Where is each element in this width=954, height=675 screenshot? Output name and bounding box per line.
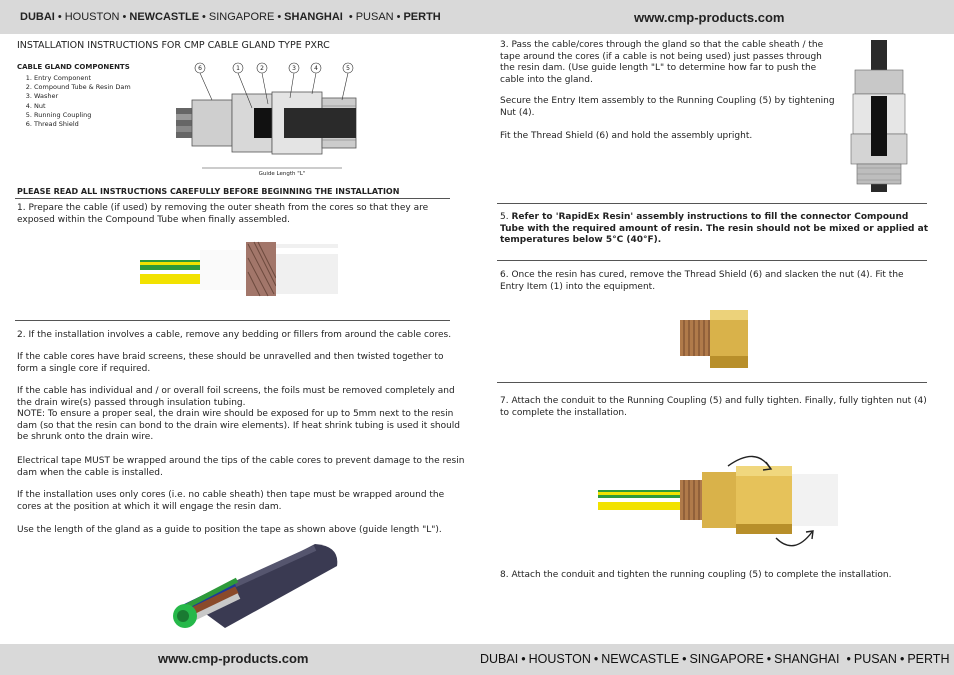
city-pusan: PUSAN	[355, 11, 394, 23]
component-item: 3. Washer	[34, 92, 168, 101]
brass-fitting-figure	[680, 306, 750, 372]
header-city-list: DUBAI • HOUSTON • NEWCASTLE • SINGAPORE • SHANGHAI • PUSAN • PERTH	[20, 11, 441, 23]
footer-city-list: DUBAI • HOUSTON • NEWCASTLE • SINGAPORE • SHANGHAI • PUSAN • PERTH	[480, 652, 950, 666]
component-item: 4. Nut	[34, 102, 168, 111]
secure-entry-text: Secure the Entry Item assembly to the Running Coupling (5) by tightening Nut (4).	[500, 96, 835, 118]
component-item: 2. Compound Tube & Resin Dam	[34, 83, 168, 92]
cores-only-text: If the installation uses only cores (i.e. no cable sheath) then tape must be wrapped around the cores at the position at which it will engage the resin dam.	[17, 490, 445, 512]
fit-thread-shield-text: Fit the Thread Shield (6) and hold the assembly upright.	[500, 131, 753, 141]
city-newcastle: NEWCASTLE	[129, 11, 200, 23]
step-1-text: 1. Prepare the cable (if used) by removing the outer sheath from the cores so that they are exposed within the Compound Tube when finally assembled.	[17, 203, 429, 225]
step-5-bold: Refer to 'RapidEx Resin' assembly instructions to fill the connector Compound Tube with the required amount of resin. The resin should not be mixed or applied at temperatures below 5°C (40°F).	[500, 212, 928, 245]
city-dubai: DUBAI	[20, 11, 55, 23]
read-all-warning: PLEASE READ ALL INSTRUCTIONS CAREFULLY BEFORE BEGINNING THE INSTALLATION	[17, 187, 400, 196]
footer-website-link[interactable]: www.cmp-products.com	[158, 651, 309, 666]
step-2-text: 2. If the installation involves a cable, remove any bedding or fillers from around the cable cores.	[17, 330, 452, 340]
city-shanghai: SHANGHAI	[284, 11, 343, 23]
city-singapore: SINGAPORE	[689, 652, 764, 666]
step-5-number: 5.	[500, 212, 512, 222]
divider	[497, 260, 927, 261]
city-singapore: SINGAPORE	[208, 11, 275, 23]
cable-prep-figure	[140, 238, 340, 300]
callout-3: 3	[292, 65, 296, 72]
callout-4: 4	[314, 65, 318, 72]
divider	[15, 320, 450, 321]
city-perth: PERTH	[907, 652, 950, 666]
callout-6: 6	[198, 65, 202, 72]
header-website-link[interactable]: www.cmp-products.com	[634, 10, 785, 25]
divider	[497, 382, 927, 383]
callout-2: 2	[260, 65, 264, 72]
step-3-text: 3. Pass the cable/cores through the gland so that the cable sheath / the tape around the cores (if a cable is not being used) just passes through the resin dam. (Use guide length "L" to determine how far to push the cable into the gland.	[500, 40, 824, 85]
callout-1: 1	[236, 65, 240, 72]
step-8-text: 8. Attach the conduit and tighten the running coupling (5) to complete the installation.	[500, 570, 892, 580]
city-houston: HOUSTON	[528, 652, 591, 666]
components-list	[18, 74, 168, 129]
step-7-text: 7. Attach the conduit to the Running Coupling (5) and fully tighten. Finally, fully tighten nut (4) to complete the installation.	[500, 396, 927, 418]
foil-screens-text: If the cable has individual and / or overall foil screens, the foils must be removed completely and the drain wire(s) passed through insulation tubing. NOTE: To ensure a proper seal, the drain wire should be exposed for up to 5mm next to the resin dam (so that the resin can bond to the drain wire elements). If heat shrink tubing is used it should be shrunk onto the drain wire.	[17, 386, 461, 442]
divider	[497, 203, 927, 204]
components-heading: CABLE GLAND COMPONENTS	[17, 63, 130, 71]
guide-length-label: Guide Length "L"	[258, 171, 306, 177]
electrical-tape-text: Electrical tape MUST be wrapped around the tips of the cable cores to prevent damage to the resin dam when the cable is installed.	[17, 456, 465, 478]
page-title: INSTALLATION INSTRUCTIONS FOR CMP CABLE GLAND TYPE PXRC	[17, 40, 330, 51]
callout-5: 5	[346, 65, 350, 72]
city-perth: PERTH	[403, 11, 441, 23]
component-item: 6. Thread Shield	[34, 120, 168, 129]
city-houston: HOUSTON	[64, 11, 120, 23]
gland-components-diagram	[172, 58, 362, 180]
guide-length-text: Use the length of the gland as a guide to position the tape as shown above (guide length "L").	[17, 525, 442, 535]
divider	[15, 198, 450, 199]
city-dubai: DUBAI	[480, 652, 519, 666]
braid-screens-text: If the cable cores have braid screens, these should be unravelled and then twisted together to form a single core if required.	[17, 352, 444, 374]
city-pusan: PUSAN	[853, 652, 897, 666]
conduit-attach-figure	[598, 446, 838, 558]
step-5-text	[500, 212, 928, 247]
city-shanghai: SHANGHAI	[774, 652, 840, 666]
taped-cores-figure	[165, 536, 345, 636]
component-item: 1. Entry Component	[34, 74, 168, 83]
step-6-text: 6. Once the resin has cured, remove the Thread Shield (6) and slacken the nut (4). Fit the Entry Item (1) into the equipment.	[500, 270, 904, 292]
city-newcastle: NEWCASTLE	[601, 652, 680, 666]
component-item: 5. Running Coupling	[34, 111, 168, 120]
upright-assembly-figure	[845, 40, 925, 192]
